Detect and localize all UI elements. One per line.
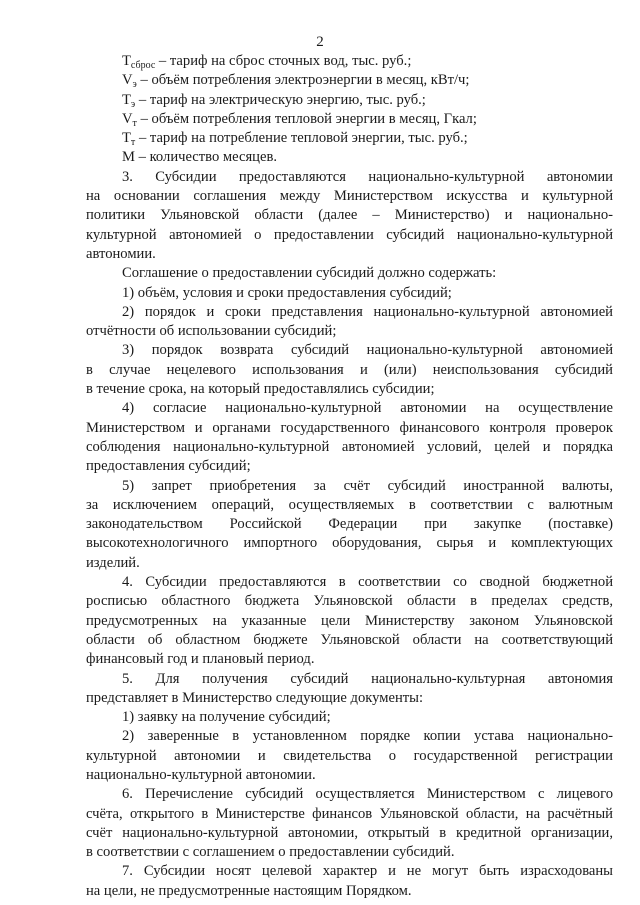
definition-line <box>86 52 613 71</box>
text-line: счёт национально-культурной автономии, открытый в кредитной организации, <box>86 824 613 841</box>
definition-line <box>86 129 613 148</box>
text-line: 1) объём, условия и сроки предоставления субсидий; <box>122 284 452 301</box>
text-line: высокотехнологичного импортного оборудования, сырья и комплектующих <box>86 535 613 552</box>
text-line: культурной автономии и свидетельства о государственной регистрации <box>86 747 613 764</box>
text-line: законодательством Российской Федерации при закупке (поставке) <box>86 516 613 533</box>
text-line: счёта, открытого в Министерстве финансов Ульяновской области, на расчётный <box>86 805 613 822</box>
document-body <box>86 52 613 901</box>
definitions-list <box>86 52 613 168</box>
definition-symbol: M <box>122 149 135 166</box>
definition-symbol: V <box>122 72 133 89</box>
text-line: финансовый год и плановый период. <box>86 651 315 668</box>
definition-text: – количество месяцев. <box>134 149 277 166</box>
text-line: 7. Субсидии носят целевой характер и не могут быть израсходованы <box>122 863 613 880</box>
text-line: 5) запрет приобретения за счёт субсидий иностранной валюты, <box>122 477 613 494</box>
text-line: за исключением операций, осуществляемых в соответствии с валютным <box>86 496 613 513</box>
text-line: 5. Для получения субсидий национально-культурная автономия <box>122 670 613 687</box>
definition-text: – тариф на электрическую энергию, тыс. руб.; <box>135 91 426 108</box>
text-line: 3. Субсидии предоставляются национально-культурной автономии <box>122 168 613 185</box>
text-line: предоставления субсидий; <box>86 458 251 475</box>
text-line: росписью областного бюджета Ульяновской области в пределах средств, <box>86 593 613 610</box>
text-line: на основании соглашения между Министерством искусства и культурной <box>86 188 613 205</box>
definition-subscript: т <box>130 137 136 149</box>
text-line: автономии. <box>86 245 156 262</box>
text-line: Министерством и органами государственного финансового контроля проверок <box>86 419 613 436</box>
definition-text: – объём потребления тепловой энергии в месяц, Гкал; <box>136 110 477 127</box>
text-line: предусмотренных на указанные цели Министерству законом Ульяновской <box>86 612 613 629</box>
text-line: в течение срока, на который предоставлялись субсидии; <box>86 381 435 398</box>
text-line: политики Ульяновской области (далее – Министерство) и национально- <box>86 207 613 224</box>
text-line: 3) порядок возврата субсидий национально-культурной автономией <box>122 342 613 359</box>
definition-subscript: сброс <box>130 60 156 71</box>
text-line: Соглашение о предоставлении субсидий должно содержать: <box>122 265 497 282</box>
text-line: на цели, не предусмотренные настоящим Порядком. <box>86 882 412 899</box>
text-line: 2) заверенные в установленном порядке копии устава национально- <box>122 728 613 745</box>
text-line: 2) порядок и сроки представления национально-культурной автономией <box>122 303 613 320</box>
text-line: 6. Перечисление субсидий осуществляется Министерством с лицевого <box>122 786 613 803</box>
text-line: представляет в Министерство следующие документы: <box>86 689 424 706</box>
text-line: 4) согласие национально-культурной автономии на осуществление <box>122 400 613 417</box>
definition-text: – тариф на потребление тепловой энергии, тыс. руб.; <box>135 130 468 147</box>
paragraphs <box>86 168 613 901</box>
definition-line <box>86 91 613 110</box>
definition-symbol: T <box>122 91 131 108</box>
text-line: национально-культурной автономии. <box>86 766 316 783</box>
definition-symbol: T <box>122 130 131 147</box>
text-line: отчётности об использовании субсидий; <box>86 323 337 340</box>
text-line: в случае нецелевого использования и (или) неиспользования субсидий <box>86 361 613 378</box>
definition-text: – объём потребления электроэнергии в месяц, кВт/ч; <box>136 72 470 89</box>
definition-subscript: э <box>130 98 136 110</box>
page-number: 2 <box>316 34 324 50</box>
definition-symbol: T <box>122 53 131 69</box>
definition-symbol: V <box>122 110 133 127</box>
text-line: 4. Субсидии предоставляются в соответствии со сводной бюджетной <box>122 574 613 591</box>
text-line: 1) заявку на получение субсидий; <box>122 709 331 726</box>
text-line: культурной автономией о предоставлении субсидий национально-культурной <box>86 226 613 243</box>
text-line: соблюдения национально-культурной автономией условий, целей и порядка <box>86 438 613 455</box>
text-line: в соответствии с соглашением о предоставлении субсидий. <box>86 844 455 861</box>
text-line: изделий. <box>86 554 140 571</box>
definition-subscript: т <box>132 117 137 129</box>
definition-line <box>86 110 613 129</box>
text-line: области об областном бюджете Ульяновской области на соответствующий <box>86 631 613 648</box>
definition-line <box>86 148 613 167</box>
definition-line <box>86 71 613 90</box>
definition-subscript: э <box>132 79 137 91</box>
definition-text: – тариф на сброс сточных вод, тыс. руб.; <box>155 53 412 69</box>
